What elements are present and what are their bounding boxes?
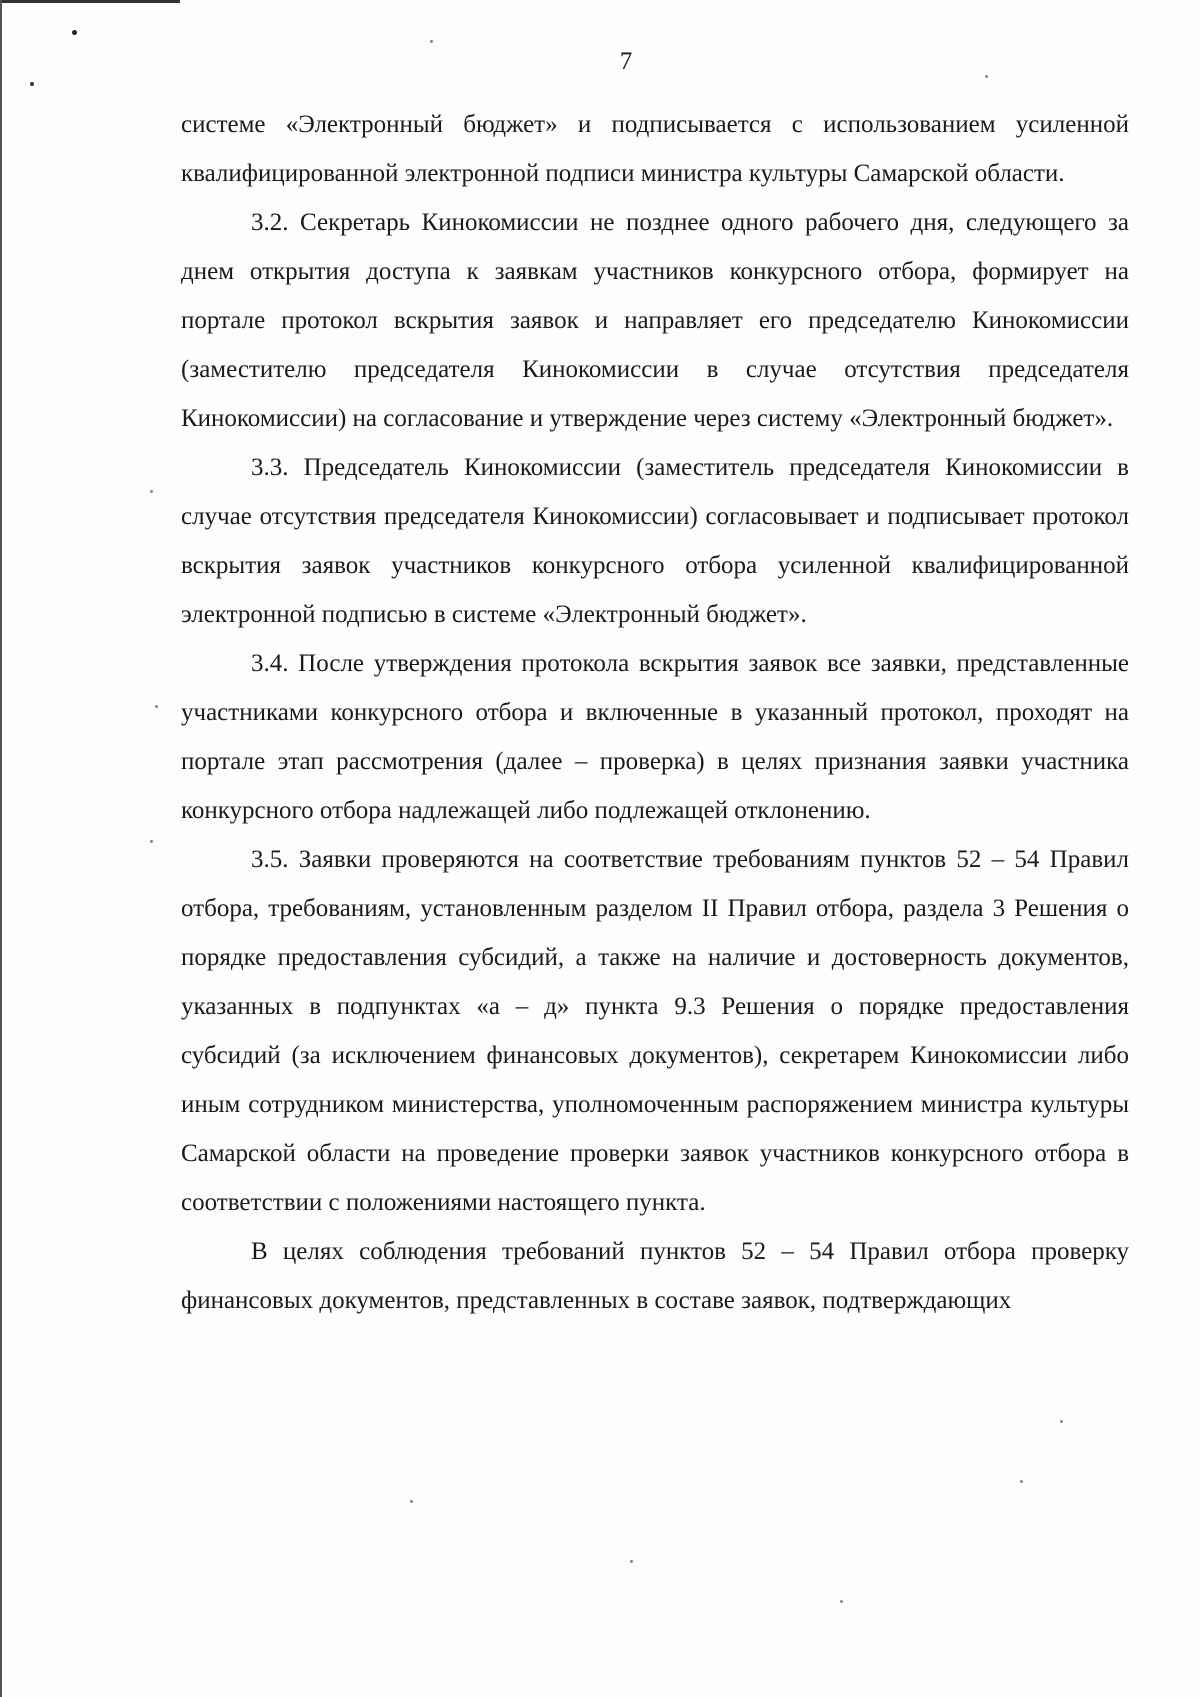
paragraph-3-4: 3.4. После утверждения протокола вскрытия заявок все заявки, представленные участниками конкурсного отбора и включенные в указанный протокол, проходят на портале этап рассмотрения (далее – проверка) в целях признания заявки участника конкурсного отбора надлежащей либо подлежащей отклонению. <box>181 650 1129 824</box>
scan-edge-top <box>0 0 180 3</box>
scan-speck <box>150 840 153 843</box>
scan-speck <box>1020 1480 1023 1483</box>
scan-speck <box>150 490 153 493</box>
scan-speck <box>30 82 34 86</box>
scan-speck <box>1060 1420 1063 1423</box>
paragraph-3-5: 3.5. Заявки проверяются на соответствие требованиям пунктов 52 – 54 Правил отбора, требованиям, установленным разделом II Правил отбора, раздела 3 Решения о порядке предоставления субсидий, а также на наличие и достоверность документов, указанных в подпунктах «а – д» пункта 9.3 Решения о порядке предоставления субсидий (за исключением финансовых документов), секретарем Кинокомиссии либо иным сотрудником министерства, уполномоченным распоряжением министра культуры Самарской области на проведение проверки заявок участников конкурсного отбора в соответствии с положениями настоящего пункта. <box>181 846 1129 1216</box>
scan-edge-left <box>0 0 2 1697</box>
scan-speck <box>410 1500 413 1503</box>
paragraph-3-3: 3.3. Председатель Кинокомиссии (заместитель председателя Кинокомиссии в случае отсутствия председателя Кинокомиссии) согласовывает и подписывает протокол вскрытия заявок участников конкурсного отбора усиленной квалифицированной электронной подписью в системе «Электронный бюджет». <box>181 454 1129 628</box>
paragraph-final: В целях соблюдения требований пунктов 52 – 54 Правил отбора проверку финансовых документов, представленных в составе заявок, подтверждающих <box>181 1238 1129 1314</box>
scan-speck <box>430 40 433 43</box>
scan-speck <box>840 1600 843 1603</box>
paragraph-3-2: 3.2. Секретарь Кинокомиссии не позднее одного рабочего дня, следующего за днем открытия доступа к заявкам участников конкурсного отбора, формирует на портале протокол вскрытия заявок и направляет его председателю Кинокомиссии (заместителю председателя Кинокомиссии в случае отсутствия председателя Кинокомиссии) на согласование и утверждение через систему «Электронный бюджет». <box>181 209 1129 432</box>
scan-speck <box>72 30 77 35</box>
paragraph-continuation: системе «Электронный бюджет» и подписывается с использованием усиленной квалифицированной электронной подписи министра культуры Самарской области. <box>181 111 1129 187</box>
page-number: 7 <box>619 48 633 75</box>
scan-speck <box>630 1560 633 1563</box>
scan-speck <box>155 705 158 708</box>
document-body <box>181 100 1129 1325</box>
scan-speck <box>985 75 988 78</box>
